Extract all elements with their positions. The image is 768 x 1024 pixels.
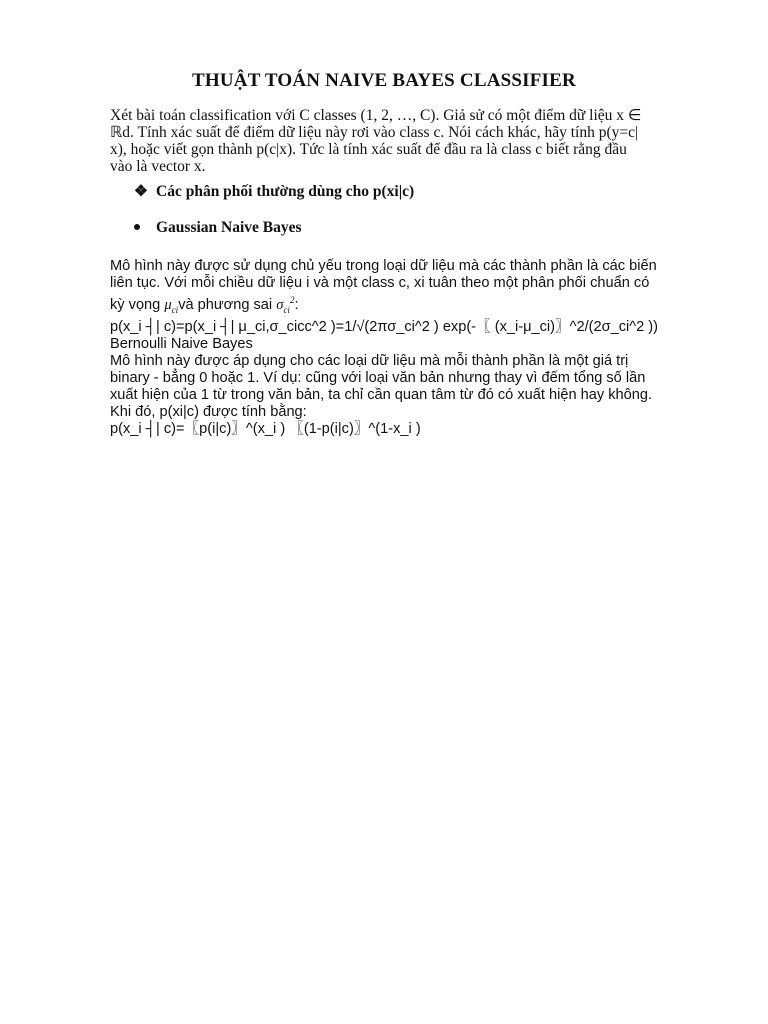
section-heading bbox=[134, 182, 414, 201]
intro-paragraph bbox=[110, 107, 710, 175]
subsection-heading bbox=[134, 219, 302, 237]
sigma-subscript: ci bbox=[283, 304, 290, 315]
sigma-letter: σ bbox=[276, 296, 284, 313]
gaussian-line-with-math bbox=[110, 292, 710, 319]
diamond-bullet-icon: ❖ bbox=[134, 183, 148, 200]
gaussian-text: kỳ vọng bbox=[110, 296, 165, 313]
subsection-heading-text: Gaussian Naive Bayes bbox=[156, 219, 302, 236]
intro-line: vào là vector x. bbox=[110, 158, 206, 175]
mu-subscript: ci bbox=[171, 304, 179, 315]
gaussian-text: : bbox=[294, 296, 299, 313]
intro-line: x), hoặc viết gọn thành p(c|x). Tức là tính xác suất để đầu ra là class c biết rằng đầu bbox=[110, 141, 627, 158]
bernoulli-line: binary - bẳng 0 hoặc 1. Ví dụ: cũng với loại văn bản nhưng thay vì đếm tổng số lần bbox=[110, 369, 646, 386]
intro-line: Xét bài toán classification với C classes (1, 2, …, C). Giả sử có một điểm dữ liệu x ∈ bbox=[110, 107, 642, 124]
gaussian-text: và phương sai bbox=[178, 296, 277, 313]
bernoulli-line: Khi đó, p(xi|c) được tính bằng: bbox=[110, 403, 307, 420]
bernoulli-formula: p(x_i ┤| c)=〖p(i|c)〗^(x_i ) 〖(1-p(i|c)〗^(1-x_i ) bbox=[110, 420, 421, 437]
gaussian-section bbox=[110, 258, 710, 438]
mu-letter: μ bbox=[164, 296, 172, 313]
gaussian-line: Mô hình này được sử dụng chủ yếu trong loại dữ liệu mà các thành phần là các biến bbox=[110, 258, 657, 274]
bernoulli-line: Mô hình này được áp dụng cho các loại dữ liệu mà mỗi thành phần là một giá trị bbox=[110, 352, 629, 369]
dot-bullet-icon bbox=[134, 224, 140, 230]
section-heading-text: Các phân phối thường dùng cho p(xi|c) bbox=[156, 183, 415, 200]
gaussian-formula: p(x_i ┤| c)=p(x_i ┤| μ_ci,σ_cicc^2 )=1/√(2πσ_ci^2 ) exp(-〖 (x_i-μ_ci)〗^2/(2σ_ci^2 )) bbox=[110, 318, 658, 335]
intro-line: ℝd. Tính xác suất để điểm dữ liệu này rơi vào class c. Nói cách khác, hãy tính p(y=c| bbox=[110, 124, 639, 141]
gaussian-line: liên tục. Với mỗi chiều dữ liệu i và một class c, xi tuân theo một phân phối chuẩn có bbox=[110, 275, 650, 291]
document-title: THUẬT TOÁN NAIVE BAYES CLASSIFIER bbox=[192, 70, 576, 91]
mu-symbol bbox=[164, 297, 178, 313]
bernoulli-line: xuất hiện của 1 từ trong văn bản, ta chỉ cần quan tâm từ đó có xuất hiện hay không. bbox=[110, 386, 653, 403]
sigma-superscript: 2 bbox=[289, 295, 295, 305]
sigma-symbol bbox=[276, 297, 294, 313]
bernoulli-title: Bernoulli Naive Bayes bbox=[110, 335, 253, 352]
